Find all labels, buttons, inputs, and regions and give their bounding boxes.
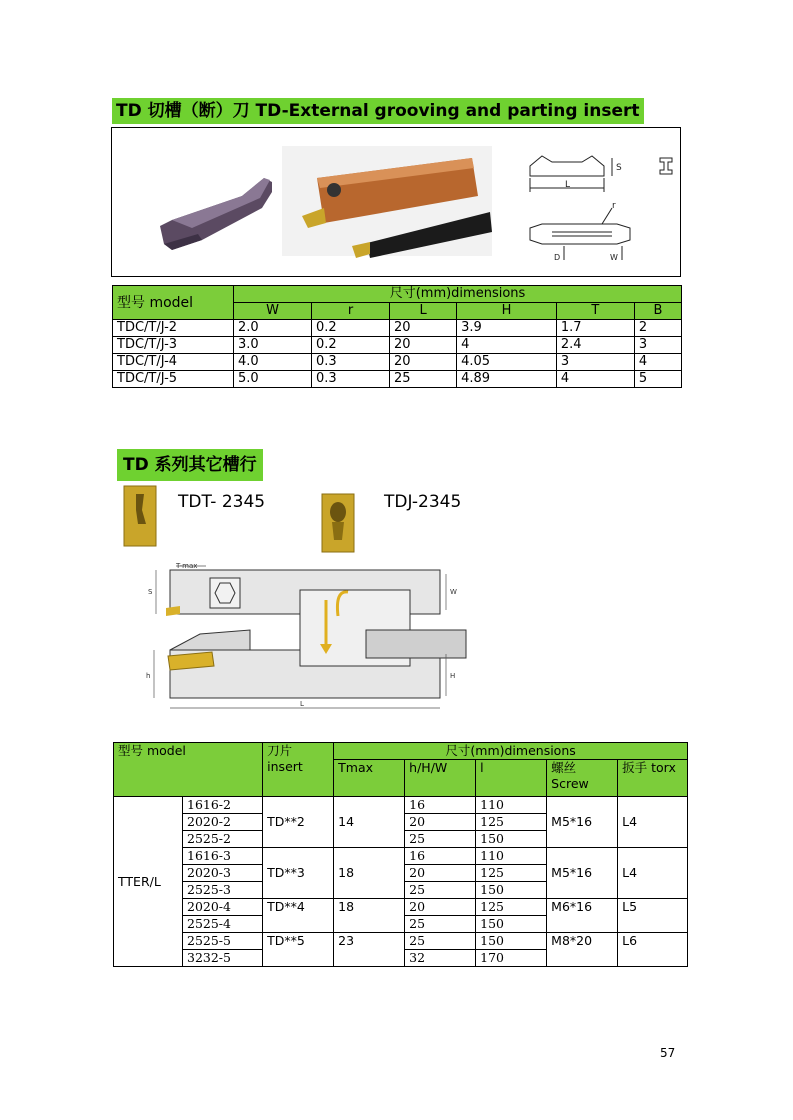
table-row <box>114 848 688 865</box>
insert-header <box>263 743 334 797</box>
dim-label-r: r <box>612 201 616 211</box>
cell: 4 <box>634 354 681 371</box>
cell: 20 <box>390 320 457 337</box>
cell: TDC/T/J-4 <box>113 354 234 371</box>
cell: 3.9 <box>457 320 557 337</box>
table-row <box>114 933 688 950</box>
code-cell: 2020-4 <box>183 899 263 916</box>
table-header-row <box>113 286 682 303</box>
code-cell: 2020-3 <box>183 865 263 882</box>
col-tmax: Tmax <box>334 760 405 797</box>
dim-label-w: W <box>610 253 618 262</box>
col-l: l <box>476 760 547 797</box>
tmax-cell: 18 <box>334 899 405 933</box>
cell: TDC/T/J-2 <box>113 320 234 337</box>
screw-cell: M8*20 <box>547 933 618 967</box>
table-row <box>113 320 682 337</box>
l-cell: 150 <box>476 933 547 950</box>
l-cell: 110 <box>476 848 547 865</box>
screw-cell: M6*16 <box>547 899 618 933</box>
dimensions-header: 尺寸(mm)dimensions <box>234 286 682 303</box>
cell: 0.3 <box>312 371 390 388</box>
code-cell: 1616-2 <box>183 797 263 814</box>
cell: 3 <box>556 354 634 371</box>
tmax-cell: 23 <box>334 933 405 967</box>
page-number: 57 <box>660 1046 676 1060</box>
cell: 4 <box>457 337 557 354</box>
insert-cell: TD**5 <box>263 933 334 967</box>
col-h: H <box>457 303 557 320</box>
hhw-cell: 25 <box>405 916 476 933</box>
model-header: 型号 model <box>113 286 234 320</box>
hhw-cell: 20 <box>405 814 476 831</box>
dim-label-H: H <box>450 672 456 680</box>
l-cell: 150 <box>476 882 547 899</box>
dimensions-header: 尺寸(mm)dimensions <box>334 743 688 760</box>
col-screw-line1: 螺丝 <box>551 760 577 775</box>
tdt-insert-label: TDT- 2345 <box>178 492 266 512</box>
hhw-cell: 20 <box>405 865 476 882</box>
hhw-cell: 25 <box>405 933 476 950</box>
tmax-cell: 14 <box>334 797 405 848</box>
table-row <box>113 354 682 371</box>
cell: 4 <box>556 371 634 388</box>
cell: 4.0 <box>234 354 312 371</box>
cell: 4.05 <box>457 354 557 371</box>
cell: 3 <box>634 337 681 354</box>
l-cell: 125 <box>476 865 547 882</box>
code-cell: 2525-2 <box>183 831 263 848</box>
l-cell: 110 <box>476 797 547 814</box>
l-cell: 125 <box>476 899 547 916</box>
cell: 25 <box>390 371 457 388</box>
model-header: 型号 model <box>114 743 263 797</box>
col-screw-line2: Screw <box>551 776 589 791</box>
insert-photo <box>160 178 272 250</box>
code-cell: 2525-3 <box>183 882 263 899</box>
l-cell: 125 <box>476 814 547 831</box>
cell: 20 <box>390 337 457 354</box>
section2-title: TD 系列其它槽行 <box>117 449 263 481</box>
dim-label-L: L <box>300 700 304 708</box>
dim-label-w: W <box>450 588 457 596</box>
table-row <box>114 797 688 814</box>
insert-cell: TD**4 <box>263 899 334 933</box>
cell: 0.2 <box>312 337 390 354</box>
hhw-cell: 25 <box>405 831 476 848</box>
cell: 0.3 <box>312 354 390 371</box>
insert-header-line2: insert <box>267 759 303 774</box>
holder-drawing <box>140 560 470 720</box>
col-hhw: h/H/W <box>405 760 476 797</box>
col-r: r <box>312 303 390 320</box>
hhw-cell: 16 <box>405 848 476 865</box>
code-cell: 3232-5 <box>183 950 263 967</box>
code-cell: 2525-5 <box>183 933 263 950</box>
col-l: L <box>390 303 457 320</box>
screw-cell: M5*16 <box>547 848 618 899</box>
holder-photo <box>282 146 492 258</box>
insert-cell: TD**3 <box>263 848 334 899</box>
torx-cell: L5 <box>618 899 688 933</box>
col-torx: 扳手 torx <box>618 760 688 797</box>
torx-cell: L6 <box>618 933 688 967</box>
hhw-cell: 20 <box>405 899 476 916</box>
cell: 5 <box>634 371 681 388</box>
l-cell: 150 <box>476 831 547 848</box>
torx-cell: L4 <box>618 797 688 848</box>
cell: 2.0 <box>234 320 312 337</box>
cell: TDC/T/J-5 <box>113 371 234 388</box>
cell: 4.89 <box>457 371 557 388</box>
cell: 1.7 <box>556 320 634 337</box>
col-w: W <box>234 303 312 320</box>
product-photo-panel <box>111 127 681 277</box>
col-b: B <box>634 303 681 320</box>
section1-title: TD 切槽（断）刀 TD-External grooving and parting insert <box>112 98 644 124</box>
dim-label-tmax: T-max <box>176 562 198 570</box>
cell: 2.4 <box>556 337 634 354</box>
cell: 3.0 <box>234 337 312 354</box>
tdj-insert-image <box>318 490 358 556</box>
table-row <box>113 337 682 354</box>
col-t: T <box>556 303 634 320</box>
l-cell: 150 <box>476 916 547 933</box>
hhw-cell: 25 <box>405 882 476 899</box>
insert-cell: TD**2 <box>263 797 334 848</box>
family-cell: TTER/L <box>114 797 183 967</box>
dim-label-h: h <box>146 672 151 680</box>
dim-label-s: S <box>616 163 622 173</box>
table-row <box>114 899 688 916</box>
hhw-cell: 32 <box>405 950 476 967</box>
screw-cell: M5*16 <box>547 797 618 848</box>
dim-label-d: D <box>554 253 561 262</box>
insert-header-line1: 刀片 <box>267 743 293 758</box>
holder-table <box>113 742 688 967</box>
insert-drawing <box>530 156 672 262</box>
hhw-cell: 16 <box>405 797 476 814</box>
cell: 20 <box>390 354 457 371</box>
insert-dimensions-table <box>112 285 682 388</box>
dim-label-l: L <box>565 180 571 190</box>
tmax-cell: 18 <box>334 848 405 899</box>
torx-cell: L4 <box>618 848 688 899</box>
tdj-insert-label: TDJ-2345 <box>384 492 462 512</box>
code-cell: 2525-4 <box>183 916 263 933</box>
cell: TDC/T/J-3 <box>113 337 234 354</box>
code-cell: 1616-3 <box>183 848 263 865</box>
table-row <box>113 371 682 388</box>
l-cell: 170 <box>476 950 547 967</box>
cell: 2 <box>634 320 681 337</box>
table-header-row <box>114 743 688 760</box>
code-cell: 2020-2 <box>183 814 263 831</box>
product-illustrations <box>112 128 680 276</box>
cell: 0.2 <box>312 320 390 337</box>
col-screw <box>547 760 618 797</box>
tdt-insert-image <box>120 484 160 548</box>
cell: 5.0 <box>234 371 312 388</box>
dim-label-s: S <box>148 588 153 596</box>
